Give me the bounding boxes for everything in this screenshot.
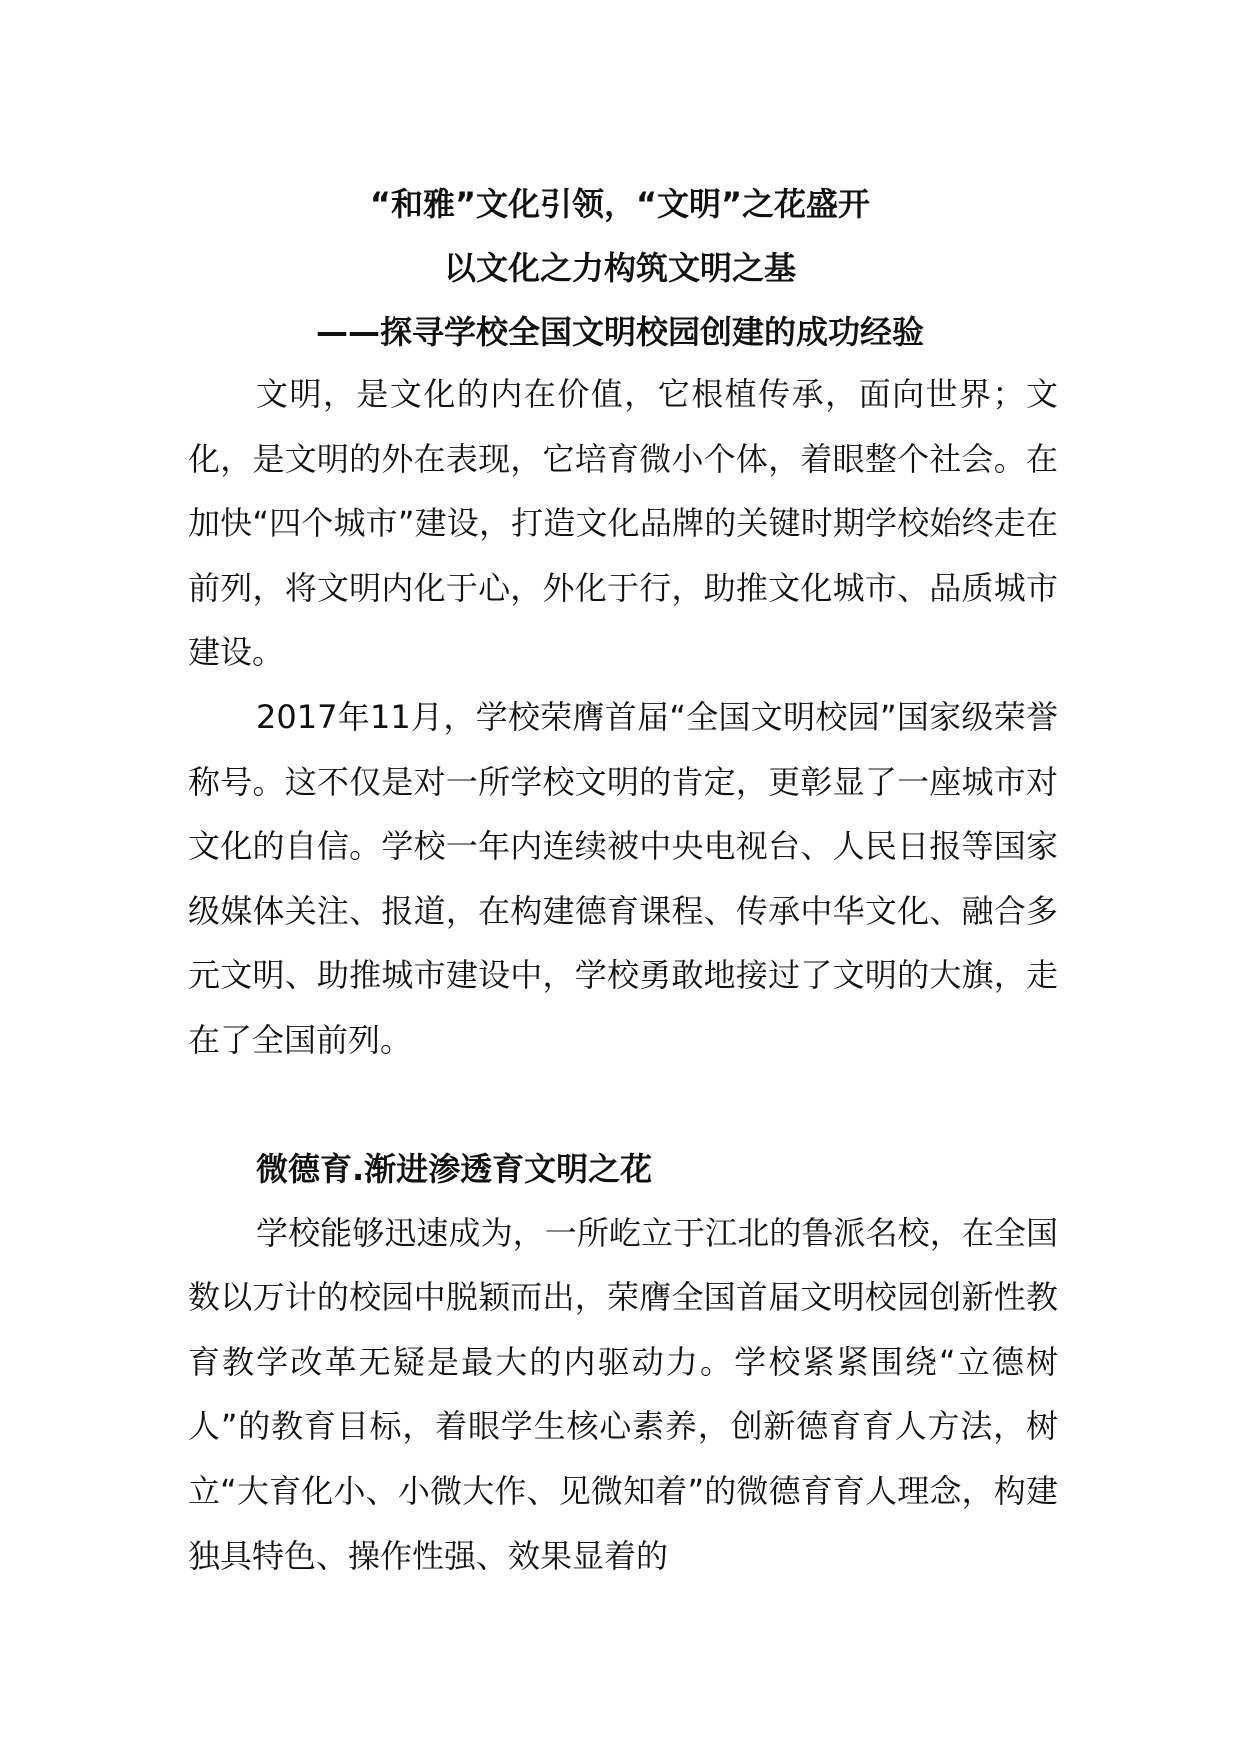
subtitle: ——探寻学校全国文明校园创建的成功经验: [315, 313, 924, 351]
paragraph-award: 2017年11月，学校荣膺首届“全国文明校园”国家级荣誉称号。这不仅是对一所学校文明的肯定，更彰显了一座城市对文化的自信。学校一年内连续被中央电视台、人民日报等国家级媒体关注、报道，在构建德育课程、传承中华文化、融合多元文明、助推城市建设中，学校勇敢地接过了文明的大旗，走在了全国前列。: [188, 697, 1058, 1059]
paragraph-intro: 文明，是文化的内在价值，它根植传承，面向世界；文化，是文明的外在表现，它培育微小个体，着眼整个社会。在加快“四个城市”建设，打造文化品牌的关键时期学校始终走在前列，将文明内化于心，外化于行，助推文化城市、品质城市建设。: [188, 375, 1058, 672]
main-title: “和雅”文化引领，“文明”之花盛开: [369, 185, 871, 223]
title-block: [0, 172, 1240, 364]
document-body: [188, 362, 1058, 1588]
secondary-title: 以文化之力构筑文明之基: [443, 249, 796, 287]
section-heading: 微德育.渐进渗透育文明之花: [256, 1149, 653, 1188]
paragraph-section: 学校能够迅速成为，一所屹立于江北的鲁派名校，在全国数以万计的校园中脱颖而出，荣膺全国首届文明校园创新性教育教学改革无疑是最大的内驱动力。学校紧紧围绕“立德树人”的教育目标，着眼学生核心素养，创新德育育人方法，树立“大育化小、小微大作、见微知着”的微德育育人理念，构建独具特色、操作性强、效果显着的: [188, 1213, 1058, 1575]
